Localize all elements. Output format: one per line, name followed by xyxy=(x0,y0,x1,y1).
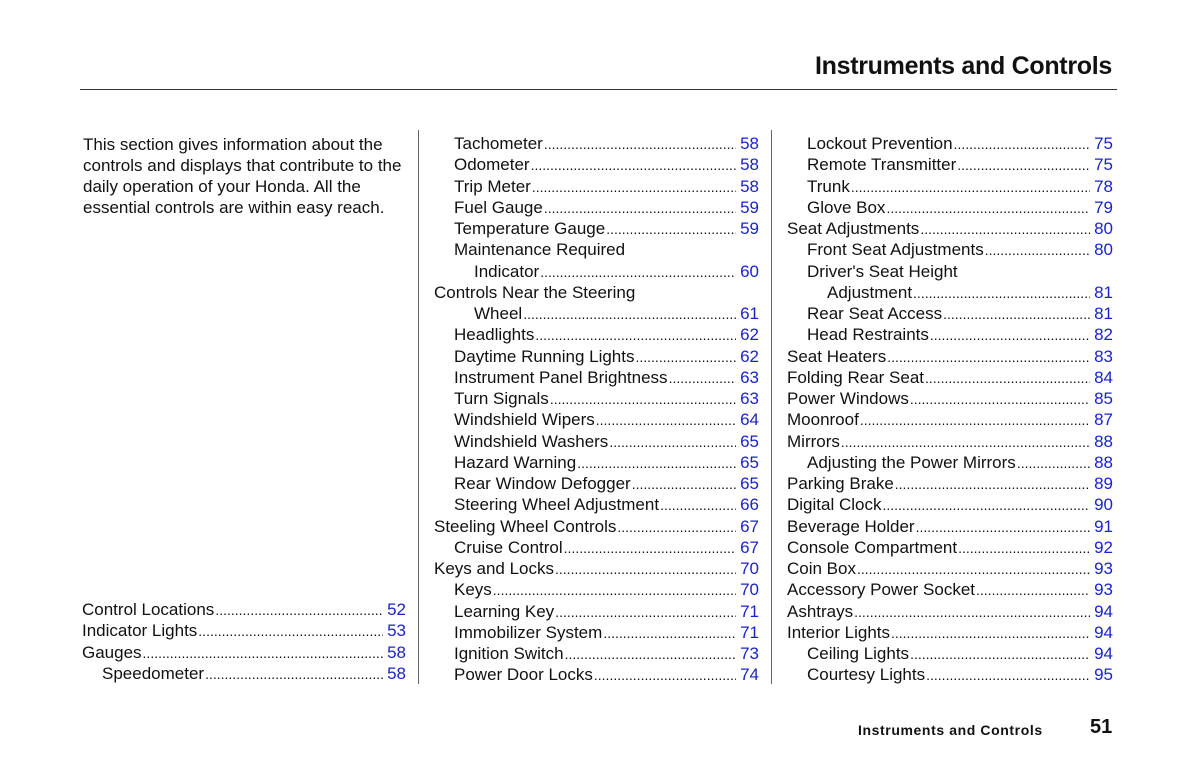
toc-page-link[interactable]: 80 xyxy=(1094,219,1113,238)
toc-entry-label: Parking Brake xyxy=(787,474,894,493)
toc-page-link[interactable]: 75 xyxy=(1094,155,1113,175)
toc-entry-label: Steering Wheel Adjustment xyxy=(454,495,660,515)
toc-page-link[interactable]: 58 xyxy=(740,134,759,153)
toc-entry[interactable] xyxy=(787,474,1113,495)
toc-leader-dots xyxy=(841,432,1090,452)
toc-leader-dots xyxy=(895,474,1090,494)
toc-entry-label: Rear Seat Access xyxy=(807,304,943,323)
toc-entry-label: Indicator Lights xyxy=(82,621,198,641)
toc-entry-label: Windshield Washers xyxy=(454,431,609,451)
toc-entry[interactable] xyxy=(434,262,759,283)
toc-leader-dots xyxy=(564,538,736,558)
toc-page-link[interactable]: 92 xyxy=(1094,537,1113,557)
footer-page-number: 51 xyxy=(1090,716,1113,738)
toc-page-link[interactable]: 91 xyxy=(1094,516,1113,536)
toc-entry[interactable] xyxy=(434,538,759,559)
toc-leader-dots xyxy=(215,600,383,620)
toc-page-link[interactable]: 90 xyxy=(1094,495,1113,515)
toc-page-link[interactable]: 80 xyxy=(1094,240,1113,260)
toc-leader-dots xyxy=(910,389,1090,409)
footer-section-label: Instruments and Controls xyxy=(858,722,1043,738)
toc-entry[interactable] xyxy=(434,134,759,155)
toc-entry[interactable] xyxy=(434,410,759,431)
toc-entry[interactable] xyxy=(434,517,759,538)
toc-leader-dots xyxy=(555,559,736,579)
toc-page-link[interactable]: 93 xyxy=(1094,559,1113,578)
toc-entry-label: Beverage Holder xyxy=(787,516,915,536)
toc-page-link[interactable]: 93 xyxy=(1094,580,1113,600)
toc-entry[interactable] xyxy=(434,432,759,453)
toc-entry-label: Ignition Switch xyxy=(454,644,564,663)
toc-entry xyxy=(434,283,759,304)
toc-column-3 xyxy=(787,134,1113,687)
toc-page-link[interactable]: 71 xyxy=(740,622,759,642)
toc-entry[interactable] xyxy=(434,495,759,516)
toc-leader-dots xyxy=(669,368,736,388)
toc-page-link[interactable]: 70 xyxy=(740,580,759,600)
toc-leader-dots xyxy=(957,155,1090,175)
toc-page-link[interactable]: 82 xyxy=(1094,325,1113,345)
toc-leader-dots xyxy=(531,155,736,175)
toc-page-link[interactable]: 79 xyxy=(1094,197,1113,217)
toc-entry[interactable] xyxy=(434,325,759,346)
toc-entry-label: Learning Key xyxy=(454,601,555,621)
toc-leader-dots xyxy=(596,410,736,430)
toc-entry-label: Digital Clock xyxy=(787,495,882,515)
toc-entry[interactable] xyxy=(787,580,1113,601)
toc-page-link[interactable]: 81 xyxy=(1094,304,1113,323)
toc-page-link[interactable]: 65 xyxy=(740,474,759,493)
toc-entry-label: Daytime Running Lights xyxy=(454,346,635,366)
toc-entry-label: Maintenance Required xyxy=(454,240,626,260)
toc-page-link[interactable]: 63 xyxy=(740,367,759,387)
toc-leader-dots xyxy=(1017,453,1090,473)
toc-page-link[interactable]: 58 xyxy=(740,155,759,175)
toc-entry-label: Seat Heaters xyxy=(787,346,887,366)
toc-entry-label: Trip Meter xyxy=(454,176,531,196)
toc-leader-dots xyxy=(555,602,736,622)
toc-entry-label: Adjusting the Power Mirrors xyxy=(807,452,1016,472)
toc-entry[interactable] xyxy=(434,304,759,325)
toc-page-link[interactable]: 59 xyxy=(740,197,759,217)
toc-leader-dots xyxy=(532,177,736,197)
toc-page-link[interactable]: 78 xyxy=(1094,176,1113,196)
toc-leader-dots xyxy=(540,262,736,282)
toc-entry-label: Front Seat Adjustments xyxy=(807,240,984,260)
toc-entry[interactable] xyxy=(434,474,759,495)
toc-entry-label: Instrument Panel Brightness xyxy=(454,367,668,387)
toc-entry[interactable] xyxy=(787,368,1113,389)
toc-page-link[interactable]: 84 xyxy=(1094,367,1113,387)
toc-entry[interactable] xyxy=(82,643,406,664)
toc-entry[interactable] xyxy=(82,621,406,642)
toc-page-link[interactable]: 64 xyxy=(740,410,759,430)
toc-leader-dots xyxy=(577,453,736,473)
toc-entry-label: Control Locations xyxy=(82,600,215,619)
toc-page-link[interactable]: 60 xyxy=(740,261,759,281)
toc-page-link[interactable]: 58 xyxy=(740,176,759,196)
toc-leader-dots xyxy=(925,368,1090,388)
toc-entry[interactable] xyxy=(434,453,759,474)
toc-entry-label: Adjustment xyxy=(827,282,913,302)
toc-entry xyxy=(787,262,1113,283)
toc-leader-dots xyxy=(544,134,736,154)
toc-entry-label: Temperature Gauge xyxy=(454,219,606,238)
toc-entry[interactable] xyxy=(787,134,1113,155)
toc-entry-label: Folding Rear Seat xyxy=(787,367,925,387)
toc-page-link[interactable]: 58 xyxy=(387,663,406,683)
toc-leader-dots xyxy=(550,389,736,409)
toc-entry[interactable] xyxy=(82,600,406,621)
toc-leader-dots xyxy=(660,495,736,515)
toc-entry-label: Keys and Locks xyxy=(434,559,555,578)
toc-entry xyxy=(434,240,759,261)
toc-leader-dots xyxy=(632,474,736,494)
toc-page-link[interactable]: 88 xyxy=(1094,452,1113,472)
toc-entry-label: Lockout Prevention xyxy=(807,134,953,153)
toc-leader-dots xyxy=(887,347,1090,367)
toc-leader-dots xyxy=(143,643,383,663)
toc-page-link[interactable]: 94 xyxy=(1094,622,1113,642)
toc-entry[interactable] xyxy=(434,623,759,644)
toc-page-link[interactable]: 73 xyxy=(740,644,759,663)
toc-entry[interactable] xyxy=(787,240,1113,261)
toc-entry-label: Ceiling Lights xyxy=(807,644,910,663)
toc-entry-label: Moonroof xyxy=(787,410,859,430)
toc-entry[interactable] xyxy=(434,155,759,176)
toc-leader-dots xyxy=(635,347,736,367)
toc-column-1 xyxy=(82,600,406,685)
toc-page-link[interactable]: 88 xyxy=(1094,431,1113,451)
toc-entry[interactable] xyxy=(787,495,1113,516)
toc-leader-dots xyxy=(523,304,736,324)
toc-entry[interactable] xyxy=(787,198,1113,219)
toc-entry-label: Headlights xyxy=(454,325,535,345)
toc-page-link[interactable]: 65 xyxy=(740,431,759,451)
toc-page-link[interactable]: 70 xyxy=(740,559,759,578)
toc-entry-label: Immobilizer System xyxy=(454,622,603,642)
toc-entry[interactable] xyxy=(787,665,1113,686)
toc-leader-dots xyxy=(910,644,1090,664)
toc-entry-label: Fuel Gauge xyxy=(454,197,543,217)
toc-leader-dots xyxy=(976,580,1090,600)
toc-leader-dots xyxy=(851,177,1090,197)
toc-entry-label: Wheel xyxy=(474,304,523,323)
toc-entry[interactable] xyxy=(787,347,1113,368)
toc-page-link[interactable]: 75 xyxy=(1094,134,1113,153)
toc-entry-label: Tachometer xyxy=(454,134,543,153)
toc-entry[interactable] xyxy=(434,644,759,665)
toc-page-link[interactable]: 67 xyxy=(740,516,759,536)
toc-entry-label: Power Windows xyxy=(787,389,909,408)
toc-entry[interactable] xyxy=(787,283,1113,304)
toc-leader-dots xyxy=(493,580,736,600)
toc-entry-label: Interior Lights xyxy=(787,622,890,642)
toc-leader-dots xyxy=(943,304,1090,324)
toc-entry-label: Power Door Locks xyxy=(454,665,593,685)
toc-leader-dots xyxy=(606,219,736,239)
toc-entry-label: Rear Window Defogger xyxy=(454,474,631,493)
toc-leader-dots xyxy=(886,198,1090,218)
toc-entry[interactable] xyxy=(787,219,1113,240)
toc-leader-dots xyxy=(913,283,1090,303)
toc-leader-dots xyxy=(857,559,1090,579)
toc-page-link[interactable]: 95 xyxy=(1094,665,1113,685)
toc-page-link[interactable]: 53 xyxy=(387,621,406,641)
header-rule xyxy=(80,89,1117,90)
toc-page-link[interactable]: 63 xyxy=(740,389,759,408)
toc-leader-dots xyxy=(882,495,1090,515)
toc-entry[interactable] xyxy=(787,623,1113,644)
toc-leader-dots xyxy=(198,621,383,641)
toc-page-link[interactable]: 87 xyxy=(1094,410,1113,430)
toc-entry[interactable] xyxy=(434,580,759,601)
toc-entry[interactable] xyxy=(787,559,1113,580)
toc-entry-label: Accessory Power Socket xyxy=(787,580,976,600)
toc-entry-label: Speedometer xyxy=(102,663,205,683)
toc-leader-dots xyxy=(930,325,1090,345)
toc-entry[interactable] xyxy=(787,410,1113,431)
toc-page-link[interactable]: 83 xyxy=(1094,346,1113,366)
toc-page-link[interactable]: 62 xyxy=(740,346,759,366)
toc-entry[interactable] xyxy=(787,517,1113,538)
toc-leader-dots xyxy=(205,664,383,684)
toc-page-link[interactable]: 94 xyxy=(1094,601,1113,621)
toc-entry[interactable] xyxy=(434,559,759,580)
toc-entry[interactable] xyxy=(434,602,759,623)
toc-leader-dots xyxy=(544,198,736,218)
toc-entry-label: Glove Box xyxy=(807,197,886,217)
toc-leader-dots xyxy=(854,602,1090,622)
toc-entry-label: Console Compartment xyxy=(787,537,958,557)
toc-entry-label: Steeling Wheel Controls xyxy=(434,516,617,536)
toc-page-link[interactable]: 67 xyxy=(740,537,759,557)
toc-entry-label: Mirrors xyxy=(787,431,840,451)
toc-entry-label: Coin Box xyxy=(787,559,856,578)
toc-entry-label: Controls Near the Steering xyxy=(434,282,636,302)
toc-page-link[interactable]: 85 xyxy=(1094,389,1113,408)
toc-entry-label: Odometer xyxy=(454,155,530,175)
toc-entry-label: Indicator xyxy=(474,261,540,281)
toc-page-link[interactable]: 89 xyxy=(1094,474,1113,493)
section-intro: This section gives information about the controls and displays that contribute to the daily operation of your Honda. All the essential controls are within easy reach. xyxy=(83,135,402,217)
toc-entry[interactable] xyxy=(787,389,1113,410)
toc-page-link[interactable]: 61 xyxy=(740,304,759,323)
toc-entry-label: Seat Adjustments xyxy=(787,219,920,238)
toc-entry[interactable] xyxy=(434,368,759,389)
toc-entry[interactable] xyxy=(434,198,759,219)
toc-entry[interactable] xyxy=(787,538,1113,559)
toc-entry[interactable] xyxy=(787,325,1113,346)
toc-leader-dots xyxy=(958,538,1090,558)
toc-column-2 xyxy=(434,134,759,687)
column-divider-2 xyxy=(771,130,772,684)
toc-entry[interactable] xyxy=(787,432,1113,453)
toc-leader-dots xyxy=(920,219,1090,239)
toc-entry[interactable] xyxy=(434,389,759,410)
toc-page-link[interactable]: 81 xyxy=(1094,282,1113,302)
toc-entry[interactable] xyxy=(787,155,1113,176)
toc-leader-dots xyxy=(860,410,1090,430)
toc-leader-dots xyxy=(954,134,1090,154)
toc-leader-dots xyxy=(594,665,736,685)
toc-entry[interactable] xyxy=(787,453,1113,474)
toc-leader-dots xyxy=(535,325,736,345)
toc-leader-dots xyxy=(609,432,736,452)
page-header-title: Instruments and Controls xyxy=(815,52,1112,80)
toc-entry-label: Gauges xyxy=(82,642,142,662)
toc-entry[interactable] xyxy=(434,665,759,686)
toc-entry[interactable] xyxy=(434,177,759,198)
toc-leader-dots xyxy=(603,623,736,643)
toc-entry[interactable] xyxy=(434,347,759,368)
toc-entry[interactable] xyxy=(434,219,759,240)
toc-entry-label: Cruise Control xyxy=(454,537,563,557)
toc-leader-dots xyxy=(916,517,1090,537)
toc-entry-label: Driver's Seat Height xyxy=(807,261,958,281)
toc-leader-dots xyxy=(565,644,736,664)
toc-leader-dots xyxy=(985,240,1090,260)
toc-entry[interactable] xyxy=(787,304,1113,325)
toc-page-link[interactable]: 74 xyxy=(740,665,759,685)
toc-entry-label: Keys xyxy=(454,580,492,600)
toc-entry-label: Courtesy Lights xyxy=(807,665,926,685)
toc-page-link[interactable]: 94 xyxy=(1094,644,1113,663)
toc-page-link[interactable]: 58 xyxy=(387,642,406,662)
toc-entry[interactable] xyxy=(787,602,1113,623)
toc-page-link[interactable]: 52 xyxy=(387,600,406,619)
toc-entry-label: Remote Transmitter xyxy=(807,155,957,175)
toc-entry[interactable] xyxy=(82,664,406,685)
toc-entry-label: Windshield Wipers xyxy=(454,410,595,430)
toc-entry-label: Ashtrays xyxy=(787,601,854,621)
toc-page-link[interactable]: 71 xyxy=(740,601,759,621)
toc-page-link[interactable]: 66 xyxy=(740,495,759,515)
column-divider-1 xyxy=(418,130,419,684)
toc-entry-label: Trunk xyxy=(807,176,850,196)
toc-entry[interactable] xyxy=(787,177,1113,198)
toc-leader-dots xyxy=(891,623,1090,643)
toc-leader-dots xyxy=(617,517,736,537)
toc-page-link[interactable]: 59 xyxy=(740,219,759,238)
toc-leader-dots xyxy=(926,665,1090,685)
toc-entry-label: Hazard Warning xyxy=(454,452,577,472)
toc-entry-label: Head Restraints xyxy=(807,325,929,345)
toc-entry-label: Turn Signals xyxy=(454,389,549,408)
toc-entry[interactable] xyxy=(787,644,1113,665)
toc-page-link[interactable]: 65 xyxy=(740,452,759,472)
toc-page-link[interactable]: 62 xyxy=(740,325,759,345)
